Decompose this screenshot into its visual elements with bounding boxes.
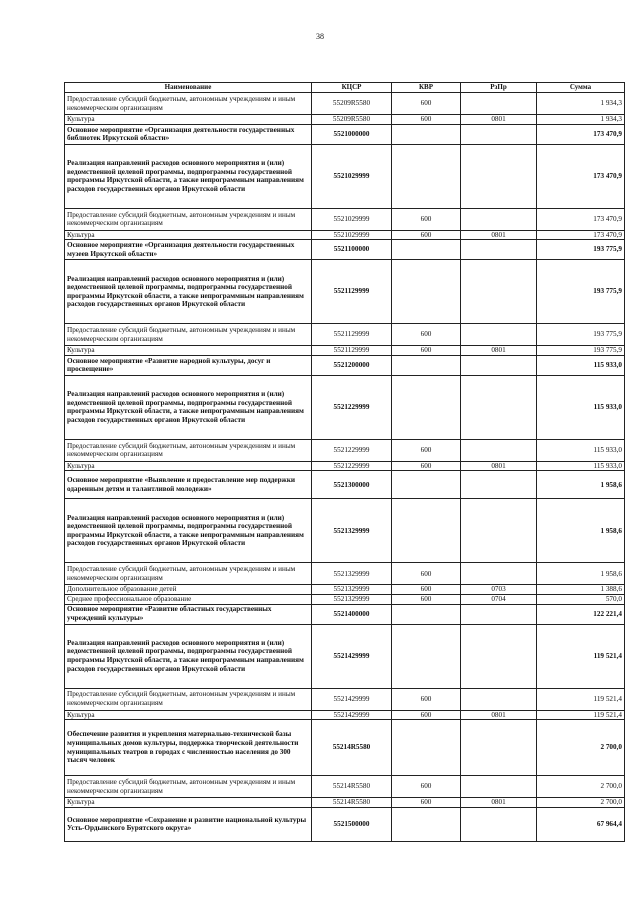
cell-rzpr	[461, 240, 537, 260]
cell-rzpr	[461, 375, 537, 439]
table-row	[65, 471, 625, 499]
cell-name: Предоставление субсидий бюджетным, автономным учреждениям и иным некоммерческим организациям	[65, 439, 312, 461]
cell-kvr: 600	[392, 115, 461, 125]
cell-rzpr	[461, 260, 537, 324]
cell-kvr: 600	[392, 563, 461, 585]
cell-kvr	[392, 375, 461, 439]
cell-kcsr: 5521200000	[312, 355, 392, 375]
table-row	[65, 798, 625, 808]
cell-kcsr: 55209R5580	[312, 93, 392, 115]
cell-name: Предоставление субсидий бюджетным, автономным учреждениям и иным некоммерческим организациям	[65, 776, 312, 798]
cell-name: Основное мероприятие «Развитие народной культуры, досуг и просвещение»	[65, 355, 312, 375]
cell-sum: 67 964,4	[537, 807, 625, 841]
table-row	[65, 124, 625, 144]
cell-name: Основное мероприятие «Организация деятельности государственных библиотек Иркутской области»	[65, 124, 312, 144]
cell-kvr	[392, 624, 461, 688]
cell-kvr	[392, 124, 461, 144]
table-row	[65, 240, 625, 260]
cell-kvr: 600	[392, 688, 461, 710]
cell-sum: 115 933,0	[537, 355, 625, 375]
header-kvr: КВР	[392, 83, 461, 93]
header-rzpr: РзПр	[461, 83, 537, 93]
cell-sum: 1 958,6	[537, 471, 625, 499]
cell-kcsr: 55209R5580	[312, 115, 392, 125]
header-kcsr: КЦСР	[312, 83, 392, 93]
table-row	[65, 499, 625, 563]
cell-name: Предоставление субсидий бюджетным, автономным учреждениям и иным некоммерческим организациям	[65, 688, 312, 710]
cell-kcsr: 55214R5580	[312, 720, 392, 776]
cell-name: Культура	[65, 115, 312, 125]
cell-sum: 173 470,9	[537, 124, 625, 144]
table-row	[65, 563, 625, 585]
cell-kvr	[392, 144, 461, 208]
cell-kvr: 600	[392, 710, 461, 720]
cell-kcsr: 5521400000	[312, 604, 392, 624]
cell-sum: 193 775,9	[537, 346, 625, 356]
cell-kvr: 600	[392, 585, 461, 595]
cell-kcsr: 5521329999	[312, 585, 392, 595]
table-row	[65, 439, 625, 461]
cell-kcsr: 5521129999	[312, 260, 392, 324]
cell-sum: 115 933,0	[537, 439, 625, 461]
table-row	[65, 260, 625, 324]
cell-rzpr: 0703	[461, 585, 537, 595]
cell-sum: 1 958,6	[537, 499, 625, 563]
cell-kvr: 600	[392, 346, 461, 356]
table-row	[65, 807, 625, 841]
cell-name: Основное мероприятие «Выявление и предоставление мер поддержки одаренным детям и талантливой молодежи»	[65, 471, 312, 499]
cell-kcsr: 5521029999	[312, 230, 392, 240]
cell-name: Культура	[65, 798, 312, 808]
header-sum: Сумма	[537, 83, 625, 93]
table-row	[65, 720, 625, 776]
cell-rzpr	[461, 499, 537, 563]
table-row	[65, 710, 625, 720]
table-row	[65, 624, 625, 688]
cell-kcsr: 5521429999	[312, 624, 392, 688]
cell-rzpr	[461, 144, 537, 208]
cell-rzpr	[461, 471, 537, 499]
cell-name: Культура	[65, 230, 312, 240]
table-row	[65, 324, 625, 346]
cell-sum: 173 470,9	[537, 144, 625, 208]
cell-sum: 119 521,4	[537, 688, 625, 710]
cell-rzpr: 0801	[461, 461, 537, 471]
cell-name: Культура	[65, 346, 312, 356]
cell-kvr: 600	[392, 93, 461, 115]
table-row	[65, 115, 625, 125]
cell-kvr: 600	[392, 324, 461, 346]
cell-sum: 1 388,6	[537, 585, 625, 595]
cell-rzpr: 0801	[461, 115, 537, 125]
cell-name: Реализация направлений расходов основного мероприятия и (или) ведомственной целевой программы, подпрограммы государственной программы Иркутской области, а также непрограммным направлениям расходов государственных органов Иркутской области	[65, 375, 312, 439]
cell-sum: 570,0	[537, 594, 625, 604]
cell-name: Реализация направлений расходов основного мероприятия и (или) ведомственной целевой программы, подпрограммы государственной программы Иркутской области, а также непрограммным направлениям расходов государственных органов Иркутской области	[65, 144, 312, 208]
budget-table	[64, 82, 625, 842]
cell-rzpr	[461, 604, 537, 624]
cell-name: Культура	[65, 461, 312, 471]
table-row	[65, 355, 625, 375]
cell-name: Культура	[65, 710, 312, 720]
cell-name: Предоставление субсидий бюджетным, автономным учреждениям и иным некоммерческим организациям	[65, 324, 312, 346]
cell-sum: 122 221,4	[537, 604, 625, 624]
cell-sum: 115 933,0	[537, 461, 625, 471]
cell-name: Предоставление субсидий бюджетным, автономным учреждениям и иным некоммерческим организациям	[65, 208, 312, 230]
cell-kcsr: 5521129999	[312, 324, 392, 346]
cell-rzpr: 0704	[461, 594, 537, 604]
cell-rzpr	[461, 720, 537, 776]
cell-rzpr: 0801	[461, 346, 537, 356]
cell-sum: 1 934,3	[537, 115, 625, 125]
cell-rzpr	[461, 776, 537, 798]
cell-kvr: 600	[392, 208, 461, 230]
cell-kvr	[392, 240, 461, 260]
table-row	[65, 776, 625, 798]
cell-rzpr	[461, 807, 537, 841]
cell-kcsr: 55214R5580	[312, 798, 392, 808]
cell-kcsr: 55214R5580	[312, 776, 392, 798]
cell-kvr	[392, 355, 461, 375]
table-body	[65, 93, 625, 842]
cell-kcsr: 5521229999	[312, 375, 392, 439]
cell-rzpr: 0801	[461, 798, 537, 808]
table-row	[65, 375, 625, 439]
cell-name: Дополнительное образование детей	[65, 585, 312, 595]
cell-kvr: 600	[392, 461, 461, 471]
cell-kvr: 600	[392, 776, 461, 798]
table-row	[65, 93, 625, 115]
cell-kcsr: 5521429999	[312, 688, 392, 710]
cell-sum: 2 700,0	[537, 720, 625, 776]
cell-rzpr	[461, 93, 537, 115]
table-row	[65, 230, 625, 240]
cell-sum: 173 470,9	[537, 208, 625, 230]
cell-rzpr: 0801	[461, 230, 537, 240]
cell-sum: 193 775,9	[537, 260, 625, 324]
cell-rzpr	[461, 624, 537, 688]
cell-kvr	[392, 260, 461, 324]
cell-kvr	[392, 720, 461, 776]
cell-kcsr: 5521429999	[312, 710, 392, 720]
cell-kvr: 600	[392, 594, 461, 604]
cell-name: Среднее профессиональное образование	[65, 594, 312, 604]
cell-kcsr: 5521300000	[312, 471, 392, 499]
table-row	[65, 604, 625, 624]
cell-sum: 173 470,9	[537, 230, 625, 240]
cell-kcsr: 5521229999	[312, 461, 392, 471]
cell-kvr	[392, 499, 461, 563]
cell-name: Предоставление субсидий бюджетным, автономным учреждениям и иным некоммерческим организациям	[65, 93, 312, 115]
cell-name: Обеспечение развития и укрепления материально-технической базы муниципальных домов культуры, поддержка творческой деятельности муниципальных театров в городах с численностью населения до 300 тысяч человек	[65, 720, 312, 776]
table-row	[65, 346, 625, 356]
cell-rzpr	[461, 208, 537, 230]
cell-sum: 193 775,9	[537, 324, 625, 346]
cell-rzpr	[461, 124, 537, 144]
cell-name: Основное мероприятие «Сохранение и развитие национальной культуры Усть-Ордынского Бурятского округа»	[65, 807, 312, 841]
cell-kcsr: 5521329999	[312, 563, 392, 585]
cell-kvr	[392, 604, 461, 624]
cell-name: Основное мероприятие «Организация деятельности государственных музеев Иркутской области»	[65, 240, 312, 260]
cell-kcsr: 5521129999	[312, 346, 392, 356]
table-row	[65, 208, 625, 230]
cell-kcsr: 5521100000	[312, 240, 392, 260]
cell-kcsr: 5521329999	[312, 499, 392, 563]
cell-kcsr: 5521229999	[312, 439, 392, 461]
cell-sum: 2 700,0	[537, 798, 625, 808]
cell-kvr: 600	[392, 439, 461, 461]
header-name: Наименование	[65, 83, 312, 93]
cell-name: Основное мероприятие «Развитие областных государственных учреждений культуры»	[65, 604, 312, 624]
cell-sum: 193 775,9	[537, 240, 625, 260]
cell-kcsr: 5521000000	[312, 124, 392, 144]
cell-kvr: 600	[392, 798, 461, 808]
cell-rzpr	[461, 563, 537, 585]
cell-name: Предоставление субсидий бюджетным, автономным учреждениям и иным некоммерческим организациям	[65, 563, 312, 585]
cell-sum: 1 958,6	[537, 563, 625, 585]
cell-kcsr: 5521500000	[312, 807, 392, 841]
cell-kvr	[392, 471, 461, 499]
cell-sum: 119 521,4	[537, 624, 625, 688]
cell-kvr: 600	[392, 230, 461, 240]
cell-name: Реализация направлений расходов основного мероприятия и (или) ведомственной целевой программы, подпрограммы государственной программы Иркутской области, а также непрограммным направлениям расходов государственных органов Иркутской области	[65, 624, 312, 688]
cell-rzpr	[461, 355, 537, 375]
cell-kvr	[392, 807, 461, 841]
cell-kcsr: 5521329999	[312, 594, 392, 604]
cell-rzpr	[461, 688, 537, 710]
table-row	[65, 594, 625, 604]
table-row	[65, 585, 625, 595]
table-row	[65, 461, 625, 471]
cell-sum: 1 934,3	[537, 93, 625, 115]
page-number: 38	[316, 32, 324, 41]
cell-sum: 119 521,4	[537, 710, 625, 720]
cell-name: Реализация направлений расходов основного мероприятия и (или) ведомственной целевой программы, подпрограммы государственной программы Иркутской области, а также непрограммным направлениям расходов государственных органов Иркутской области	[65, 499, 312, 563]
table-row	[65, 144, 625, 208]
cell-kcsr: 5521029999	[312, 144, 392, 208]
cell-name: Реализация направлений расходов основного мероприятия и (или) ведомственной целевой программы, подпрограммы государственной программы Иркутской области, а также непрограммным направлениям расходов государственных органов Иркутской области	[65, 260, 312, 324]
cell-sum: 2 700,0	[537, 776, 625, 798]
cell-rzpr	[461, 324, 537, 346]
cell-kcsr: 5521029999	[312, 208, 392, 230]
table-header-row	[65, 83, 625, 93]
cell-rzpr	[461, 439, 537, 461]
table-row	[65, 688, 625, 710]
cell-rzpr: 0801	[461, 710, 537, 720]
cell-sum: 115 933,0	[537, 375, 625, 439]
